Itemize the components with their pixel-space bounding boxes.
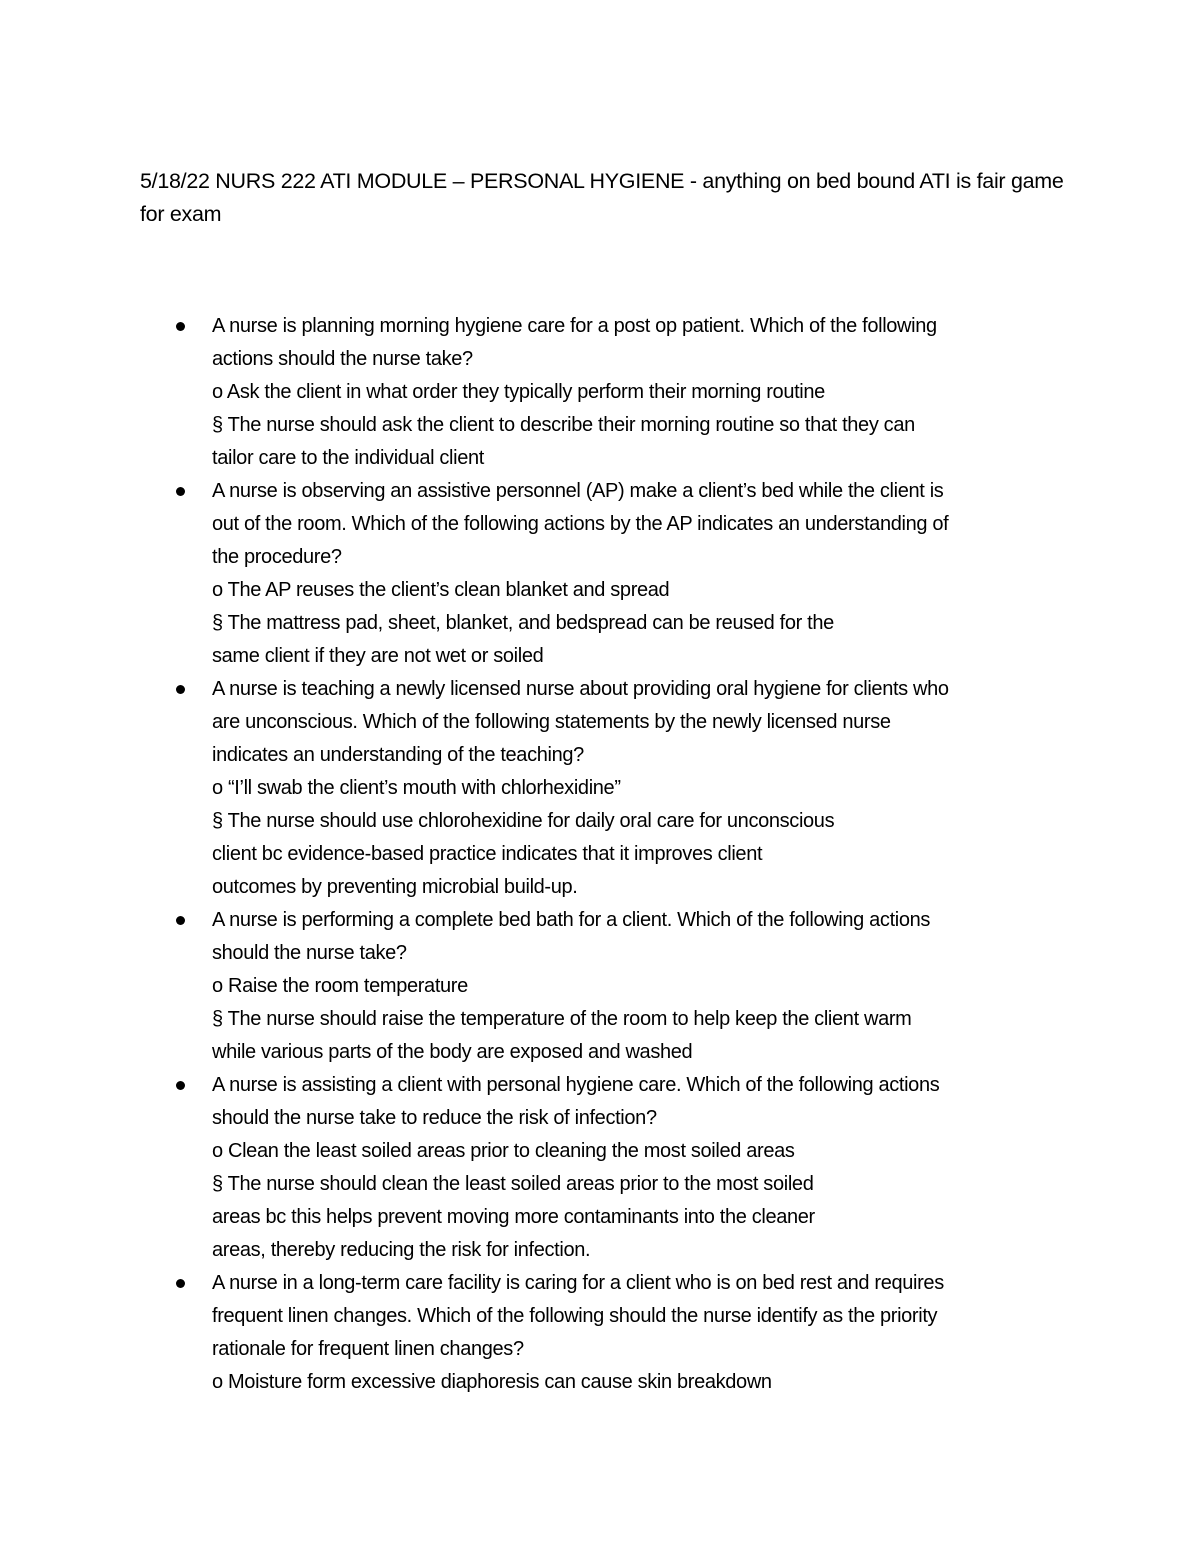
question-text: rationale for frequent linen changes? bbox=[212, 1338, 524, 1360]
rationale-text: client bc evidence-based practice indicates that it improves client bbox=[212, 843, 763, 865]
question-item bbox=[0, 310, 1062, 475]
question-text: are unconscious. Which of the following statements by the newly licensed nurse bbox=[212, 711, 891, 733]
question-list bbox=[0, 310, 1200, 1399]
document-title: 5/18/22 NURS 222 ATI MODULE – PERSONAL HYGIENE - anything on bed bound ATI is fair game for exam bbox=[140, 169, 1064, 226]
question-text: the procedure? bbox=[212, 546, 342, 568]
answer-text: o “I’ll swab the client’s mouth with chlorhexidine” bbox=[212, 777, 621, 799]
answer-text: o The AP reuses the client’s clean blanket and spread bbox=[212, 579, 670, 601]
question-item bbox=[0, 1267, 1062, 1399]
bullet-icon bbox=[176, 916, 185, 925]
rationale-text: § The mattress pad, sheet, blanket, and bedspread can be reused for the bbox=[212, 612, 834, 634]
bullet-icon bbox=[176, 685, 185, 694]
answer-text: o Moisture form excessive diaphoresis can cause skin breakdown bbox=[212, 1371, 772, 1393]
question-item bbox=[0, 904, 1062, 1069]
question-item bbox=[0, 1069, 1062, 1267]
question-item bbox=[0, 475, 1062, 673]
answer-text: o Raise the room temperature bbox=[212, 975, 468, 997]
rationale-text: § The nurse should raise the temperature of the room to help keep the client warm bbox=[212, 1008, 912, 1030]
rationale-text: while various parts of the body are exposed and washed bbox=[212, 1041, 693, 1063]
question-text: A nurse is teaching a newly licensed nurse about providing oral hygiene for clients who bbox=[212, 678, 949, 700]
rationale-text: § The nurse should ask the client to describe their morning routine so that they can bbox=[212, 414, 915, 436]
rationale-text: areas bc this helps prevent moving more contaminants into the cleaner bbox=[212, 1206, 815, 1228]
bullet-icon bbox=[176, 487, 185, 496]
question-text: should the nurse take to reduce the risk of infection? bbox=[212, 1107, 657, 1129]
question-text: A nurse is performing a complete bed bath for a client. Which of the following actions bbox=[212, 909, 931, 931]
question-text: indicates an understanding of the teaching? bbox=[212, 744, 584, 766]
bullet-icon bbox=[176, 1279, 185, 1288]
bullet-icon bbox=[176, 1081, 185, 1090]
question-text: should the nurse take? bbox=[212, 942, 407, 964]
question-text: actions should the nurse take? bbox=[212, 348, 473, 370]
rationale-text: areas, thereby reducing the risk for infection. bbox=[212, 1239, 591, 1261]
answer-text: o Ask the client in what order they typically perform their morning routine bbox=[212, 381, 825, 403]
question-text: out of the room. Which of the following actions by the AP indicates an understanding of bbox=[212, 513, 949, 535]
rationale-text: § The nurse should clean the least soiled areas prior to the most soiled bbox=[212, 1173, 814, 1195]
rationale-text: outcomes by preventing microbial build-up. bbox=[212, 876, 578, 898]
answer-text: o Clean the least soiled areas prior to cleaning the most soiled areas bbox=[212, 1140, 795, 1162]
question-text: A nurse is planning morning hygiene care for a post op patient. Which of the following bbox=[212, 315, 937, 337]
question-text: A nurse is assisting a client with personal hygiene care. Which of the following actions bbox=[212, 1074, 940, 1096]
rationale-text: tailor care to the individual client bbox=[212, 447, 484, 469]
question-item bbox=[0, 673, 1062, 904]
rationale-text: § The nurse should use chlorohexidine for daily oral care for unconscious bbox=[212, 810, 835, 832]
bullet-icon bbox=[176, 322, 185, 331]
question-text: A nurse is observing an assistive personnel (AP) make a client’s bed while the client is bbox=[212, 480, 944, 502]
question-text: frequent linen changes. Which of the following should the nurse identify as the priority bbox=[212, 1305, 938, 1327]
rationale-text: same client if they are not wet or soiled bbox=[212, 645, 544, 667]
question-text: A nurse in a long-term care facility is caring for a client who is on bed rest and requires bbox=[212, 1272, 944, 1294]
